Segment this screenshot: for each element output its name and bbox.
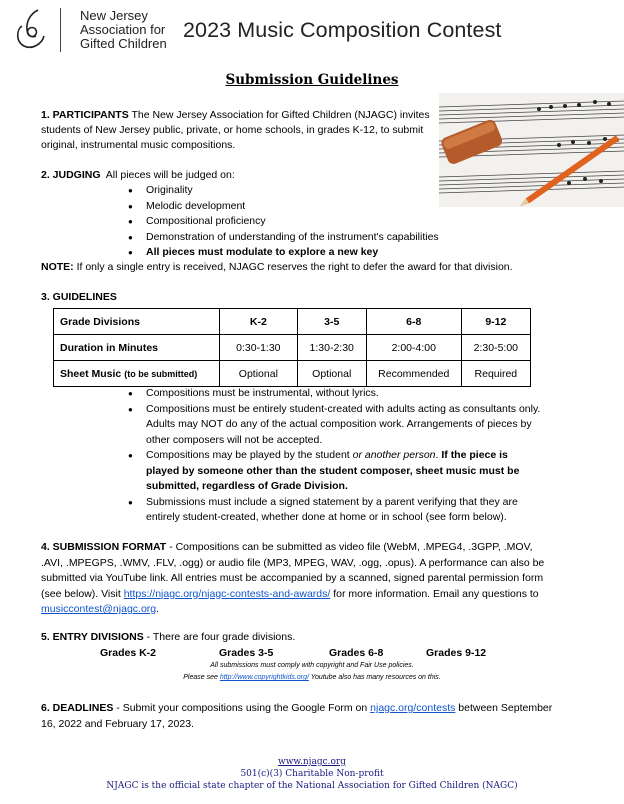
submission-format-section: 4. SUBMISSION FORMAT - Compositions can be submitted as video file (WebM, .MPEG4, .3GPP, .MOV, .AVI, .MPEGPS, .WMV, .FLV, .ogg) or audio file (MP3, MPEG, WAV, .ogg, .opus). A performance can also be submitted via YouTube link. All entries must be accompanied by a scanned, signed parental permission form (see below). Visit https://njagc.org/njagc-contests-and-awards/ for more information. Email any questions to musiccontest@njagc.org. xyxy=(41,541,545,615)
table-cell: 0:30-1:30 xyxy=(220,335,297,361)
table-cell: Required xyxy=(461,361,530,387)
judging-intro: All pieces will be judged on: xyxy=(105,169,235,181)
table-cell: 3-5 xyxy=(297,309,366,335)
table-cell: Recommended xyxy=(366,361,461,387)
nonprofit-status: 501(c)(3) Charitable Non-profit xyxy=(240,769,384,779)
grade-divisions-table xyxy=(53,308,531,387)
table-cell: 1:30-2:30 xyxy=(297,335,366,361)
note-label: NOTE: xyxy=(41,261,74,273)
grade-label: Grades 6-8 xyxy=(329,647,384,659)
deadlines-heading: 6. DEADLINES xyxy=(41,702,114,714)
page-title: 2023 Music Composition Contest xyxy=(183,18,502,42)
table-cell: Duration in Minutes xyxy=(54,335,220,361)
list-item: ● Demonstration of understanding of the instrument's capabilities xyxy=(128,230,528,246)
grade-label: Grades K-2 xyxy=(100,647,157,659)
list-item: ● Compositions must be entirely student-created with adults acting as consultants only. Adults may NOT do any of the actual composition work. Arrangements of pieces by other composers will not be accepted. xyxy=(128,402,543,449)
judging-heading: 2. JUDGING xyxy=(41,169,101,181)
org-name-line3: Gifted Children xyxy=(80,36,167,51)
list-item: ● Compositional proficiency xyxy=(128,214,528,230)
table-row xyxy=(54,361,531,387)
format-heading: 4. SUBMISSION FORMAT xyxy=(41,541,167,553)
chapter-statement: NJAGC is the official state chapter of the National Association for Gifted Children (NAGC) xyxy=(106,781,518,791)
judging-note xyxy=(41,261,601,273)
list-item: ● All pieces must modulate to explore a new key xyxy=(128,245,528,261)
table-cell: 2:00-4:00 xyxy=(366,335,461,361)
list-item: ● Compositions must be instrumental, without lyrics. xyxy=(128,386,543,402)
list-item: ● Submissions must include a signed statement by a parent verifying that they are entirely student-created, whether done at home or in school (see form below). xyxy=(128,495,543,526)
contest-email-link[interactable]: musiccontest@njagc.org xyxy=(41,603,157,615)
table-cell: Grade Divisions xyxy=(54,309,220,335)
contests-awards-link[interactable]: https://njagc.org/njagc-contests-and-awards/ xyxy=(123,587,331,600)
judging-criteria-list xyxy=(128,183,528,261)
table-cell: 2:30-5:00 xyxy=(461,335,530,361)
copyrightkids-link[interactable]: http://www.copyrightkids.org/ xyxy=(219,674,309,681)
table-cell: Sheet Music (to be submitted) xyxy=(54,361,220,387)
participants-text: The New Jersey Association for Gifted Children (NJAGC) invites students of New Jersey public, private, or home schools, in grades K-12, to submit original, instrumental music compositions. xyxy=(41,109,430,151)
table-row xyxy=(54,309,531,335)
deadlines-section: 6. DEADLINES - Submit your compositions using the Google Form on njagc.org/contests between September 16, 2022 and February 17, 2023. xyxy=(41,702,553,730)
org-name xyxy=(80,9,167,51)
copyright-resources-note: Please see http://www.copyrightkids.org/ Youtube also has many resources on this. xyxy=(183,674,441,681)
note-text: If only a single entry is received, NJAGC reserves the right to defer the award for that division. xyxy=(76,261,513,273)
copyright-note: All submissions must comply with copyright and Fair Use policies. xyxy=(210,662,414,669)
grade-label: Grades 3-5 xyxy=(219,647,274,659)
grade-divisions-row xyxy=(0,647,624,661)
list-item: ● Melodic development xyxy=(128,199,528,215)
participants-section xyxy=(41,108,439,153)
entry-divisions-section: 5. ENTRY DIVISIONS - There are four grade divisions. xyxy=(41,631,296,643)
divisions-heading: 5. ENTRY DIVISIONS xyxy=(41,631,144,643)
org-name-line2: Association for xyxy=(80,22,166,37)
table-cell: Optional xyxy=(297,361,366,387)
njagc-contests-link[interactable]: njagc.org/contests xyxy=(370,702,456,714)
list-item: ● Compositions may be played by the student or another person. If the piece is played by someone other than the student composer, sheet music must be submitted, regardless of Grade Division. xyxy=(128,448,543,495)
guidelines-heading: 3. GUIDELINES xyxy=(41,291,117,303)
table-row xyxy=(54,335,531,361)
list-item: ● Originality xyxy=(128,183,528,199)
njagc-logo-icon xyxy=(8,6,52,52)
table-cell: 6-8 xyxy=(366,309,461,335)
page-subtitle: Submission Guidelines xyxy=(225,72,399,88)
table-cell: Optional xyxy=(220,361,297,387)
website-link[interactable]: www.njagc.org xyxy=(277,757,346,767)
table-cell: 9-12 xyxy=(461,309,530,335)
guidelines-rules-list xyxy=(128,386,543,526)
participants-heading: 1. PARTICIPANTS xyxy=(41,109,129,121)
logo-divider xyxy=(60,8,61,52)
org-name-line1: New Jersey xyxy=(80,8,148,23)
judging-section xyxy=(41,168,439,183)
grade-label: Grades 9-12 xyxy=(426,647,487,659)
footer xyxy=(0,756,624,792)
table-cell: K-2 xyxy=(220,309,297,335)
